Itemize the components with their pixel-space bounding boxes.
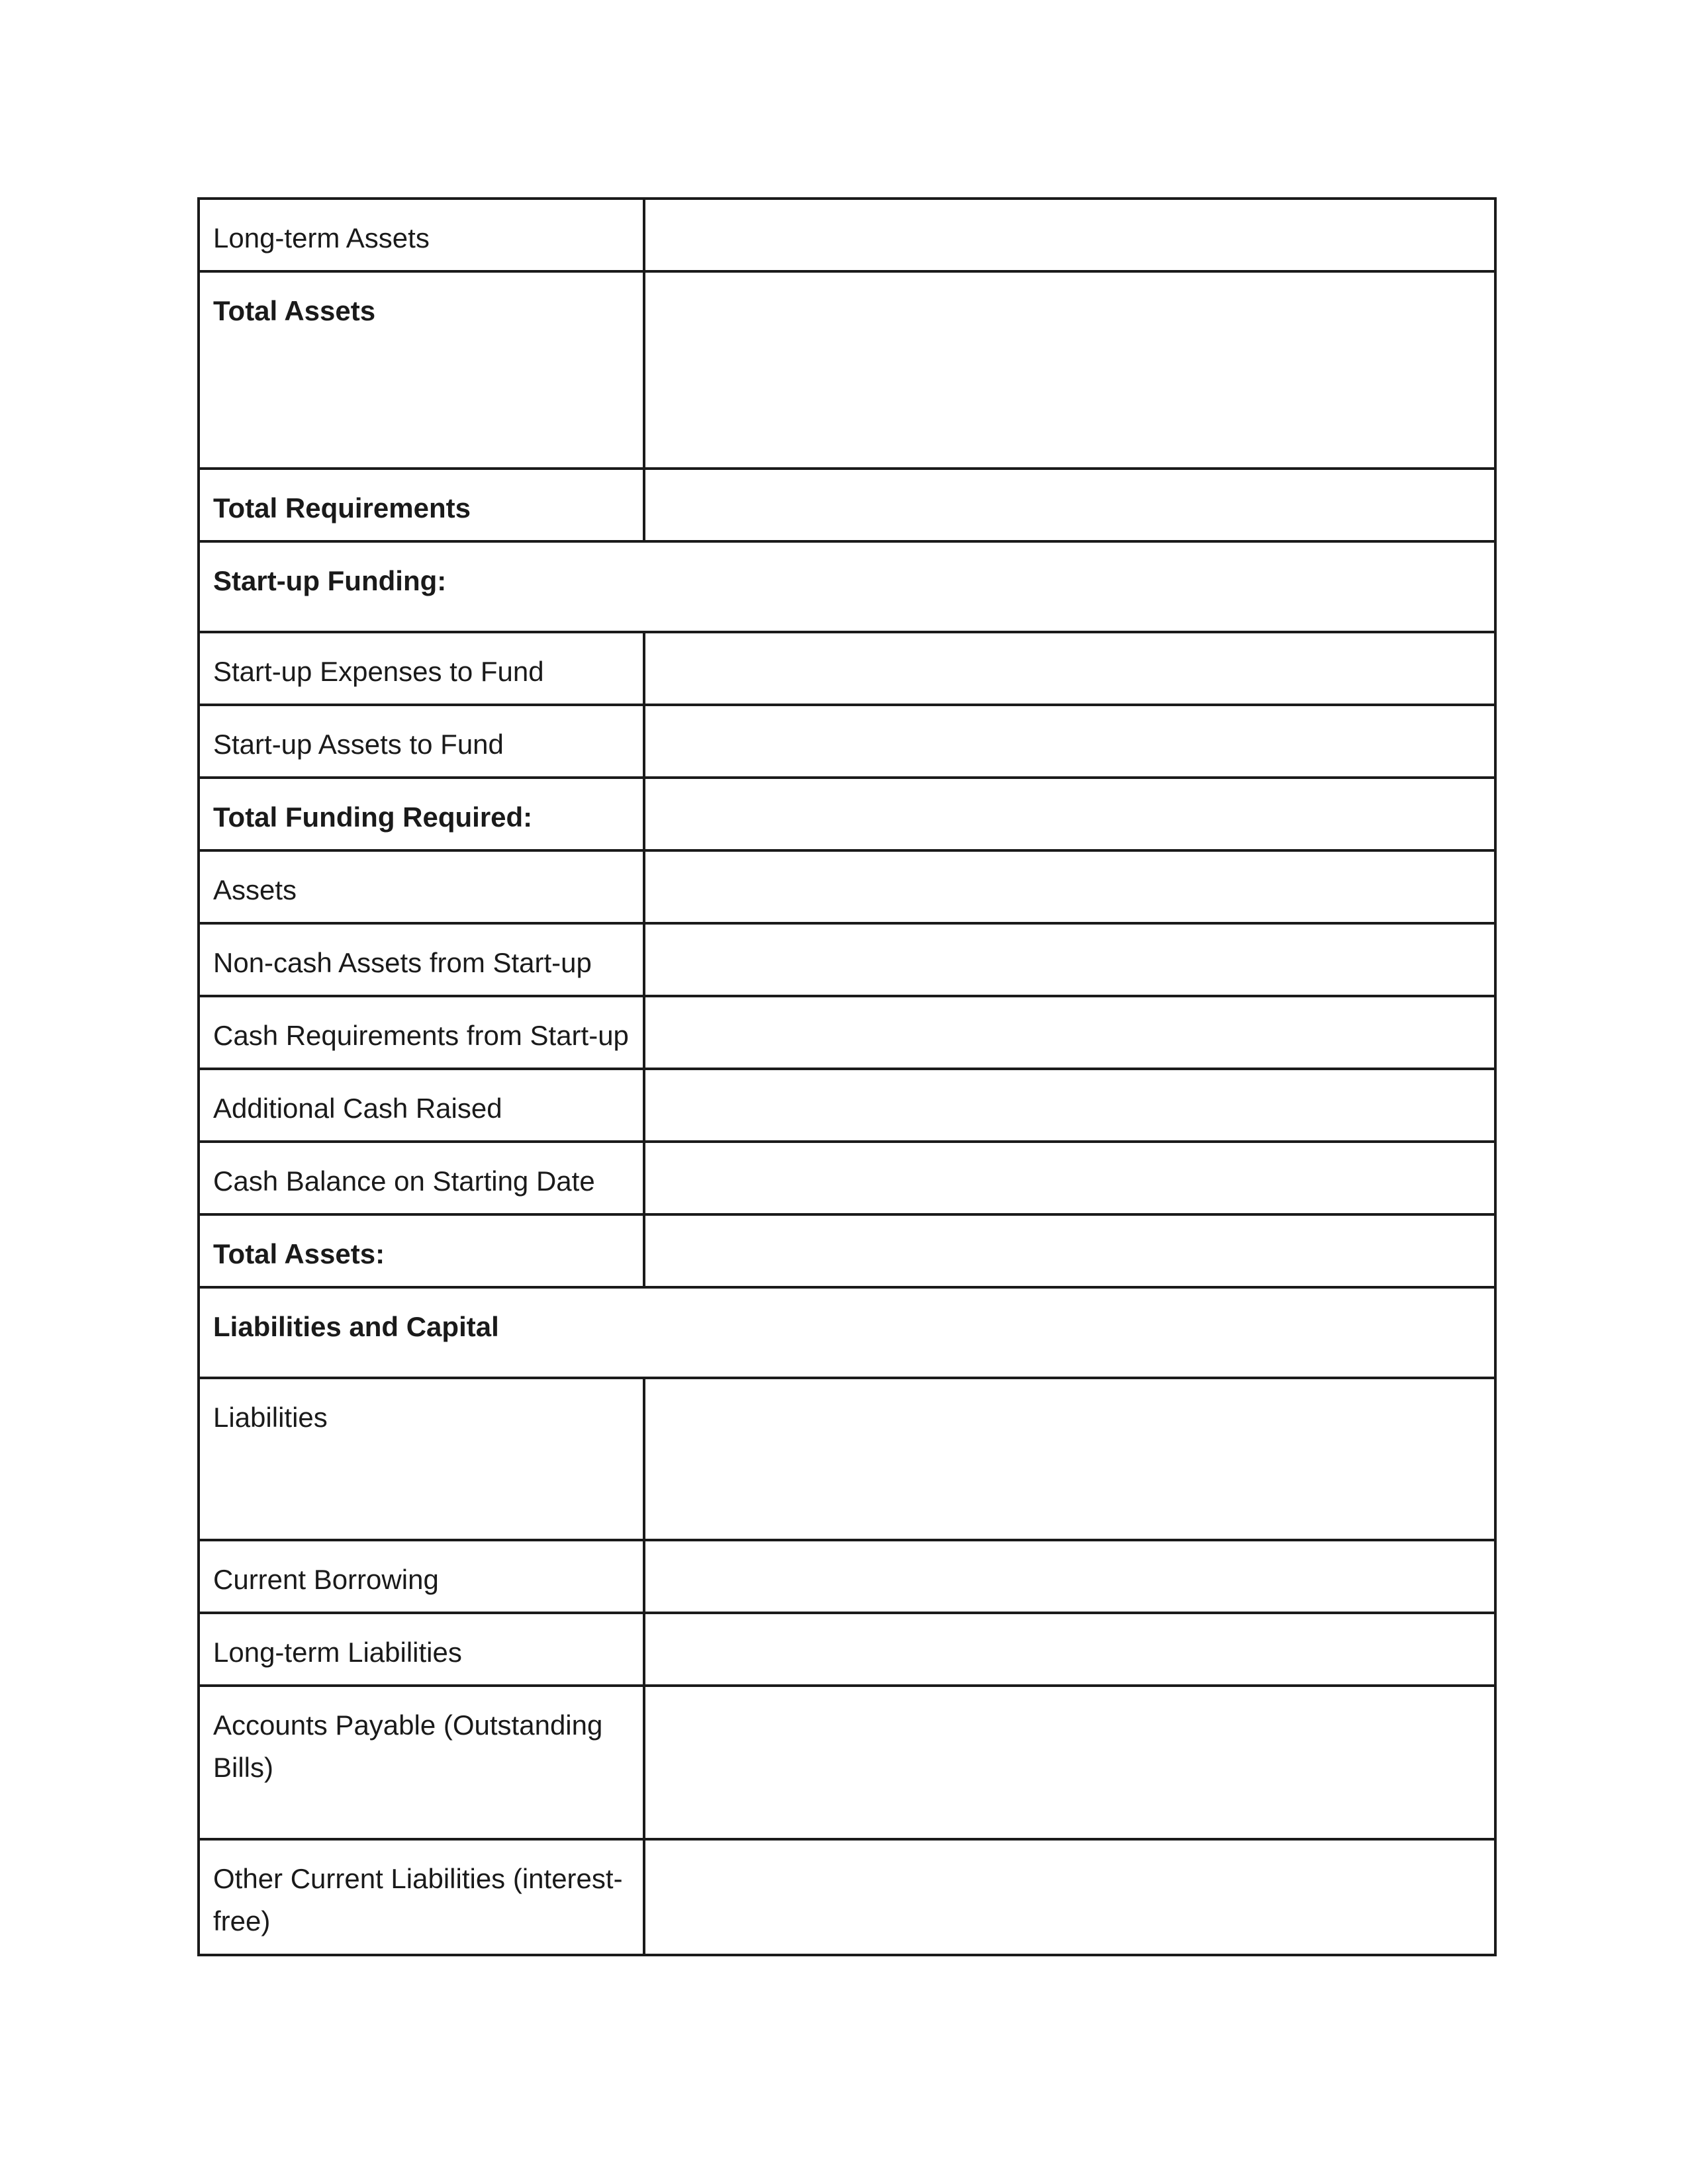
- row-label-total-funding-required: Total Funding Required:: [199, 778, 644, 850]
- value-cell-noncash-assets[interactable]: [644, 923, 1495, 996]
- table-row: [199, 923, 1495, 996]
- table-row: [199, 778, 1495, 850]
- value-cell-cash-requirements[interactable]: [644, 996, 1495, 1069]
- value-cell-long-term-assets[interactable]: [644, 199, 1495, 271]
- table-row: [199, 271, 1495, 469]
- value-cell-cash-balance-starting[interactable]: [644, 1142, 1495, 1214]
- table-row: [199, 469, 1495, 541]
- table-row: [199, 1069, 1495, 1142]
- row-label-long-term-assets: Long-term Assets: [199, 199, 644, 271]
- table-row: [199, 1214, 1495, 1287]
- row-label-startup-expenses-to-fund: Start-up Expenses to Fund: [199, 632, 644, 705]
- value-cell-long-term-liabilities[interactable]: [644, 1613, 1495, 1686]
- table-row: [199, 850, 1495, 923]
- row-label-total-assets: Total Assets: [199, 271, 644, 469]
- value-cell-other-current-liabilities[interactable]: [644, 1839, 1495, 1955]
- table-row: [199, 541, 1495, 632]
- row-label-cash-requirements: Cash Requirements from Start-up: [199, 996, 644, 1069]
- row-label-current-borrowing: Current Borrowing: [199, 1540, 644, 1613]
- value-cell-total-assets[interactable]: [644, 271, 1495, 469]
- row-label-other-current-liabilities: Other Current Liabilities (interest-free): [199, 1839, 644, 1955]
- section-heading-liabilities-and-capital: Liabilities and Capital: [199, 1287, 1495, 1378]
- value-cell-assets[interactable]: [644, 850, 1495, 923]
- row-label-cash-balance-starting: Cash Balance on Starting Date: [199, 1142, 644, 1214]
- table-row: [199, 1142, 1495, 1214]
- row-label-liabilities: Liabilities: [199, 1378, 644, 1540]
- row-label-total-assets-colon: Total Assets:: [199, 1214, 644, 1287]
- table-row: [199, 705, 1495, 778]
- table-row: [199, 1378, 1495, 1540]
- table-row: [199, 199, 1495, 271]
- table-row: [199, 1540, 1495, 1613]
- startup-funding-table: [197, 197, 1497, 1956]
- value-cell-current-borrowing[interactable]: [644, 1540, 1495, 1613]
- section-heading-startup-funding: Start-up Funding:: [199, 541, 1495, 632]
- value-cell-total-funding-required[interactable]: [644, 778, 1495, 850]
- row-label-additional-cash-raised: Additional Cash Raised: [199, 1069, 644, 1142]
- row-label-startup-assets-to-fund: Start-up Assets to Fund: [199, 705, 644, 778]
- row-label-noncash-assets: Non-cash Assets from Start-up: [199, 923, 644, 996]
- value-cell-total-assets-colon[interactable]: [644, 1214, 1495, 1287]
- value-cell-startup-assets-to-fund[interactable]: [644, 705, 1495, 778]
- value-cell-total-requirements[interactable]: [644, 469, 1495, 541]
- value-cell-liabilities[interactable]: [644, 1378, 1495, 1540]
- table-row: [199, 1686, 1495, 1839]
- row-label-total-requirements: Total Requirements: [199, 469, 644, 541]
- value-cell-accounts-payable[interactable]: [644, 1686, 1495, 1839]
- table-row: [199, 1287, 1495, 1378]
- table-row: [199, 996, 1495, 1069]
- table-row: [199, 1613, 1495, 1686]
- value-cell-startup-expenses-to-fund[interactable]: [644, 632, 1495, 705]
- table-row: [199, 1839, 1495, 1955]
- table-row: [199, 632, 1495, 705]
- row-label-assets: Assets: [199, 850, 644, 923]
- value-cell-additional-cash-raised[interactable]: [644, 1069, 1495, 1142]
- row-label-accounts-payable: Accounts Payable (Outstanding Bills): [199, 1686, 644, 1839]
- row-label-long-term-liabilities: Long-term Liabilities: [199, 1613, 644, 1686]
